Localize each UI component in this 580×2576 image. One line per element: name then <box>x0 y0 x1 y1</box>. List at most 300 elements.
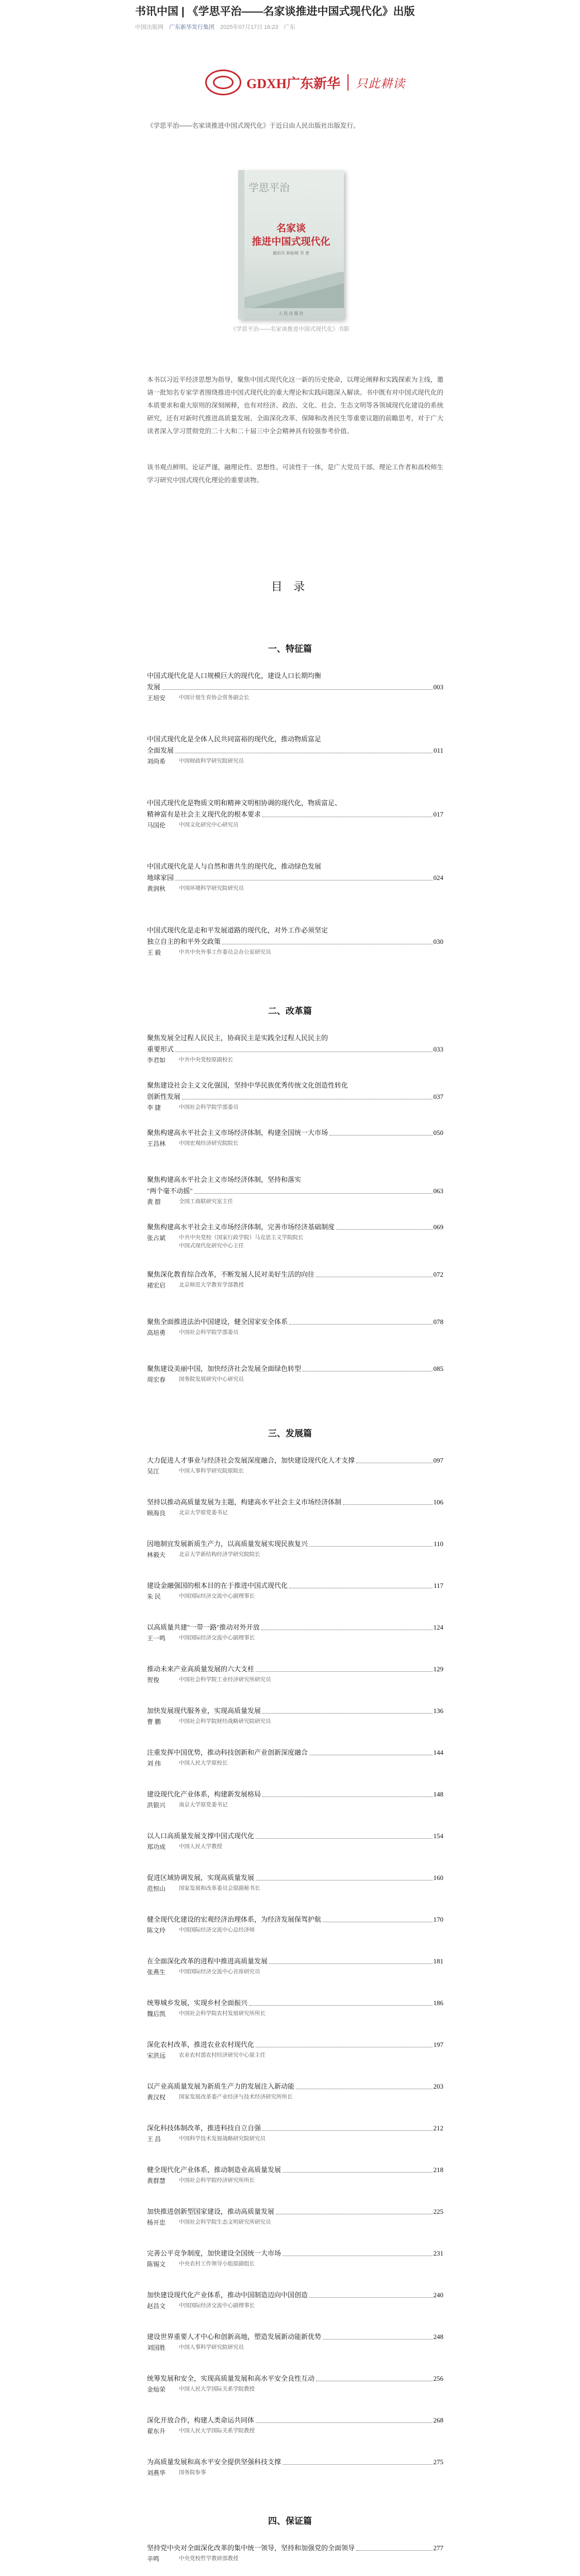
toc-section-title: 一、特征篇 <box>268 644 312 654</box>
toc-author-row <box>147 1234 443 1250</box>
toc-entry-title <box>147 861 443 884</box>
toc-author-name: 张燕生 <box>147 1969 166 1976</box>
toc-author-row <box>147 2177 443 2185</box>
toc-author-row <box>147 1718 443 1726</box>
toc-affiliation-line: 中国科学技术发展战略研究院研究员 <box>179 2136 266 2142</box>
toc-entry[interactable] <box>147 1127 443 1148</box>
toc-entry[interactable] <box>147 2290 443 2310</box>
toc-page-number: 256 <box>433 2375 443 2382</box>
toc-author-row <box>147 2052 443 2060</box>
toc-author-affiliation <box>179 1885 443 1893</box>
toc-author-name: 金灿荣 <box>147 2386 166 2393</box>
toc-leader-dots <box>262 2130 432 2131</box>
toc-page-number: 037 <box>433 1093 443 1100</box>
toc-author-name: 洪银兴 <box>147 1802 166 1809</box>
toc-author-row <box>147 1509 443 1517</box>
meta-source: 中国出版网 <box>135 24 163 30</box>
book-series-title: 学思平治 <box>248 182 290 194</box>
toc-author-row <box>147 1329 443 1337</box>
toc-affiliation-line: 中国社会科学院工业经济研究所研究员 <box>179 1677 271 1683</box>
toc-title-text: 精神富有是社会主义现代化的根本要求 <box>147 810 261 818</box>
toc-page-number: 063 <box>433 1187 443 1195</box>
toc-affiliation-line: 中央农村工作领导小组原副组长 <box>179 2261 255 2267</box>
toc-entry[interactable] <box>147 2248 443 2268</box>
toc-entry-title <box>147 2456 443 2468</box>
toc-page-number: 160 <box>433 1874 443 1882</box>
toc-author-row <box>147 1467 443 1476</box>
toc-author-affiliation <box>179 2135 443 2143</box>
toc-entry[interactable] <box>147 2164 443 2185</box>
toc-entry[interactable] <box>147 1580 443 1601</box>
toc-title-line <box>147 2123 443 2134</box>
toc-entry-title <box>147 1080 443 1103</box>
toc-entry-title <box>147 1316 443 1328</box>
toc-entry[interactable] <box>147 2456 443 2477</box>
toc-author-affiliation <box>179 2469 443 2477</box>
toc-entry[interactable] <box>147 1269 443 1290</box>
toc-entry[interactable] <box>147 798 443 829</box>
toc-entry-title <box>147 1497 443 1508</box>
toc-page-number: 078 <box>433 1318 443 1326</box>
toc-author-row <box>147 757 443 766</box>
toc-title-text: 中国式现代化是全体人民共同富裕的现代化，推动物质富足 <box>147 735 322 743</box>
toc-author-row <box>147 1592 443 1601</box>
toc-affiliation-line: 中国式现代化研究中心主任 <box>179 1243 244 1249</box>
toc-entry-title <box>147 1831 443 1842</box>
toc-entry[interactable] <box>147 2331 443 2352</box>
toc-entry[interactable] <box>147 1872 443 1893</box>
toc-title-line <box>147 1044 443 1055</box>
toc-page-number: 097 <box>433 1456 443 1464</box>
toc-author-affiliation <box>179 1376 443 1384</box>
toc-author-name: 王昌林 <box>147 1140 166 1147</box>
toc-title-text: 聚焦全面推进法治中国建设，健全国家安全体系 <box>147 1318 288 1326</box>
toc-title-line <box>147 2415 443 2426</box>
toc-author-affiliation <box>179 1759 443 1768</box>
toc-title-text: 中国式现代化是人与自然和谐共生的现代化，推动绿色发展 <box>147 862 322 870</box>
toc-affiliation-line: 中国社会科学院财经战略研究院研究员 <box>179 1719 271 1724</box>
toc-affiliation-line: 国务院参事 <box>179 2470 206 2476</box>
toc-entry[interactable] <box>147 1316 443 1337</box>
toc-author-name: 贺俊 <box>147 1676 160 1684</box>
book-mountain-art <box>244 272 344 308</box>
toc-title-text: 独立自主的和平外交政策 <box>147 938 221 945</box>
toc-entry[interactable] <box>147 1997 443 2018</box>
toc-entry[interactable] <box>147 2081 443 2102</box>
toc-title-text: 深化科技体制改革，推进科技自立自强 <box>147 2124 261 2132</box>
toc-entry-title <box>147 1872 443 1884</box>
toc-page-number: 148 <box>433 1790 443 1798</box>
toc-entry-title <box>147 1538 443 1550</box>
toc-affiliation-line: 中国环境科学研究院研究员 <box>179 886 244 891</box>
toc-title-line <box>147 1363 443 1375</box>
toc-author-name: 刘 伟 <box>147 1760 161 1767</box>
body-paragraph-1: 本书以习近平经济思想为指导，聚焦中国式现代化这一新的历史使命，以理论阐释和实践探索为主线，邀请一批知名专家学者围绕推进中国式现代化的重大理论和实践问题深入解读。书中既有对中国式现代化的本质要求和重大原则的深刻阐释，也有对经济、政治、文化、社会、生态文明等各领域现代化建设的系统研究，还有对新时代推进高质量发展、全面深化改革、保障和改善民生等重要议题的前瞻思考，对于广大读者深入学习贯彻党的二十大和二十届三中全会精神具有较强参考价值。 <box>147 376 444 435</box>
toc-author-row <box>147 2555 443 2563</box>
toc-author-affiliation <box>179 1467 443 1476</box>
toc-author-row <box>147 1968 443 1976</box>
toc-page-number: 231 <box>433 2249 443 2257</box>
toc-author-affiliation <box>179 1281 443 1290</box>
toc-author-name: 杨开忠 <box>147 2219 166 2226</box>
toc-entry-title <box>147 2123 443 2134</box>
toc-author-name: 李 捷 <box>147 1104 161 1111</box>
toc-title-line <box>147 1622 443 1633</box>
toc-author-name: 辛鸣 <box>147 2555 160 2563</box>
toc-title-line <box>147 682 443 693</box>
toc-entry[interactable] <box>147 1747 443 1768</box>
toc-page-number: 072 <box>433 1270 443 1278</box>
toc-author-affiliation <box>179 2052 443 2060</box>
toc-entry[interactable] <box>147 1032 443 1064</box>
toc-leader-dots <box>343 1504 432 1505</box>
toc-page-number: 268 <box>433 2416 443 2424</box>
toc-author-affiliation <box>179 1968 443 1976</box>
toc-author-affiliation <box>179 2427 443 2435</box>
toc-title-line <box>147 1956 443 1967</box>
toc-affiliation-line: 北京师范大学教育学部教授 <box>179 1282 244 1288</box>
toc-title-line <box>147 1705 443 1717</box>
toc-entry-title <box>147 2081 443 2092</box>
toc-title-line <box>147 1789 443 1800</box>
meta-datetime: 2025年07月17日 16:23 <box>220 24 278 30</box>
toc-entry-title <box>147 1664 443 1675</box>
toc-title-text: 发展 <box>147 683 161 691</box>
toc-author-affiliation <box>179 1329 443 1337</box>
toc-title-line <box>147 1222 443 1233</box>
toc-entry[interactable] <box>147 1664 443 1684</box>
toc-affiliation-line: 中央党校哲学教研部教授 <box>179 2556 239 2562</box>
toc-author-affiliation <box>179 1926 443 1935</box>
toc-entry[interactable] <box>147 2543 443 2563</box>
toc-author-affiliation <box>179 1592 443 1601</box>
toc-entry[interactable] <box>147 2123 443 2143</box>
toc-entry-title <box>147 1455 443 1466</box>
toc-title-line <box>147 2373 443 2384</box>
toc-leader-dots <box>194 1193 433 1194</box>
toc-entry[interactable] <box>147 1914 443 1935</box>
toc-title-text: 全面发展 <box>147 747 174 754</box>
toc-author-name: 朱 民 <box>147 1593 161 1600</box>
toc-title-line <box>147 1580 443 1591</box>
toc-author-affiliation <box>179 1843 443 1851</box>
toc-title-line <box>147 1872 443 1884</box>
toc-entry-title <box>147 1997 443 2009</box>
toc-entry-title <box>147 1580 443 1591</box>
toc-page-number: 110 <box>433 1540 443 1548</box>
toc-title-text: 深化开放合作，构建人类命运共同体 <box>147 2416 255 2424</box>
toc-entry[interactable] <box>147 2415 443 2435</box>
book-cover-image <box>238 170 344 319</box>
toc-title-line <box>147 861 443 872</box>
book-title-line-1: 名家谈 <box>276 223 306 234</box>
toc-page-number: 050 <box>433 1129 443 1137</box>
toc-affiliation-line: 全国工商联研究室主任 <box>179 1199 233 1205</box>
toc-author-name: 高培勇 <box>147 1329 166 1336</box>
toc-page-number: 030 <box>433 938 443 945</box>
toc-affiliation-line: 中国宏观经济研究院院长 <box>179 1141 239 1146</box>
toc-affiliation-line: 国务院发展研究中心研究员 <box>179 1377 244 1382</box>
toc-page-number: 017 <box>433 810 443 818</box>
toc-title-text: 以人口高质量发展支撑中国式现代化 <box>147 1832 255 1840</box>
toc-author-name: 郑功成 <box>147 1843 166 1851</box>
toc-title-text: 注重发挥中国优势，推动科技创新和产业创新深度融合 <box>147 1749 308 1756</box>
toc-author-name: 周宏春 <box>147 1376 166 1383</box>
toc-title-line <box>147 1497 443 1508</box>
toc-page-number: 069 <box>433 1223 443 1231</box>
toc-author-row <box>147 1759 443 1768</box>
toc-title-text: 健全现代化产业体系，推动制造业高质量发展 <box>147 2166 281 2174</box>
toc-title-text: 因地制宜发展新质生产力，以高质量发展实现民族复兴 <box>147 1540 308 1548</box>
toc-title-line <box>147 925 443 936</box>
toc-entry[interactable] <box>147 1789 443 1809</box>
toc-section-title: 三、发展篇 <box>268 1429 312 1438</box>
toc-entry[interactable] <box>147 1497 443 1517</box>
toc-page-number: 085 <box>433 1365 443 1372</box>
toc-entry-title <box>147 1956 443 1967</box>
toc-page-number: 240 <box>433 2291 443 2299</box>
toc-entry[interactable] <box>147 670 443 702</box>
toc-author-affiliation <box>179 885 443 893</box>
toc-author-row <box>147 1634 443 1642</box>
banner-divider <box>347 74 349 91</box>
toc-title-line <box>147 809 443 820</box>
toc-author-name: 陈文玲 <box>147 1927 166 1934</box>
toc-title-line <box>147 936 443 947</box>
book-caption: 《学思平治——名家谈推进中国式现代化》书影 <box>230 326 350 332</box>
brand-banner <box>135 65 444 100</box>
toc-title-text: 加快发展现代服务业，实现高质量发展 <box>147 1707 261 1715</box>
toc-title-text: 在全面深化改革的进程中推进高质量发展 <box>147 1957 268 1965</box>
toc-leader-dots <box>262 1713 432 1714</box>
toc-title-line <box>147 1538 443 1550</box>
toc-page-number: 144 <box>433 1749 443 1756</box>
toc-entry[interactable] <box>147 2039 443 2060</box>
toc-entry[interactable] <box>147 861 443 893</box>
toc-affiliation-line: 中国国际经济交流中心首席研究员 <box>179 1969 260 1975</box>
toc-entry-title <box>147 734 443 756</box>
toc-author-affiliation <box>179 1198 443 1206</box>
toc-title-line <box>147 1269 443 1280</box>
toc-title-line <box>147 2081 443 2092</box>
toc-entry-title <box>147 2164 443 2176</box>
toc-author-name: 褚宏启 <box>147 1282 166 1289</box>
toc-affiliation-line: 中国社会科学院农村发展研究所所长 <box>179 2011 266 2016</box>
toc-page-number: 136 <box>433 1707 443 1715</box>
toc-author-row <box>147 1926 443 1935</box>
toc-title-line <box>147 745 443 756</box>
toc-entry[interactable] <box>147 1622 443 1642</box>
toc-title-text: 推动未来产业高质量发展的六大支柱 <box>147 1665 255 1673</box>
toc-page-number: 024 <box>433 874 443 882</box>
toc-title-text: 统筹城乡发展，实现乡村全面振兴 <box>147 1999 248 2007</box>
toc-page-number: 203 <box>433 2082 443 2090</box>
toc-entry[interactable] <box>147 1705 443 1726</box>
toc-entry-title <box>147 2290 443 2301</box>
toc-entry[interactable] <box>147 1174 443 1206</box>
toc-title-line <box>147 1032 443 1044</box>
toc-author-affiliation <box>179 1509 443 1517</box>
toc-affiliation-line: 中国社会科学院学部委员 <box>179 1105 239 1110</box>
toc-entry-title <box>147 2206 443 2217</box>
toc-entry-title <box>147 1269 443 1280</box>
toc-author-affiliation <box>179 2010 443 2018</box>
toc-page-number: 170 <box>433 1916 443 1923</box>
toc-entry[interactable] <box>147 1363 443 1384</box>
toc-author-name: 王 昌 <box>147 2136 161 2143</box>
toc-entry[interactable] <box>147 1538 443 1559</box>
toc-author-row <box>147 1376 443 1384</box>
toc-author-name: 林毅夫 <box>147 1551 166 1558</box>
toc-affiliation-line: 中国财政科学研究院研究员 <box>179 758 244 764</box>
toc-leader-dots <box>256 2422 432 2423</box>
toc-leader-dots <box>309 2297 432 2298</box>
toc-page-number: 186 <box>433 1999 443 2007</box>
toc-entry[interactable] <box>147 1080 443 1112</box>
toc-entry-title <box>147 2248 443 2259</box>
toc-leader-dots <box>283 2172 432 2173</box>
toc-author-row <box>147 694 443 702</box>
toc-leader-dots <box>249 2005 432 2006</box>
toc-author-row <box>147 1843 443 1851</box>
toc-page-number: 248 <box>433 2333 443 2341</box>
toc-author-row <box>147 1056 443 1064</box>
toc-author-affiliation <box>179 1056 443 1064</box>
toc-page-number: 218 <box>433 2166 443 2174</box>
toc-author-affiliation <box>179 2260 443 2268</box>
toc-title-line <box>147 872 443 884</box>
toc-author-affiliation <box>179 1551 443 1559</box>
toc-title-line <box>147 2456 443 2468</box>
brand-name: GDXH广东新华 <box>246 76 341 91</box>
toc-author-name: 黄群慧 <box>147 2177 166 2184</box>
toc-author-name: 范恒山 <box>147 1885 166 1892</box>
toc-affiliation-line: 中国社会科学院经济研究所所长 <box>179 2178 255 2183</box>
toc-affiliation-line: 北京大学新结构经济学研究院院长 <box>179 1552 260 1557</box>
toc-author-row <box>147 2093 443 2102</box>
toc-leader-dots <box>329 1135 432 1136</box>
toc-entry[interactable] <box>147 1455 443 1476</box>
toc-page-number: 124 <box>433 1623 443 1631</box>
toc-title-text: 地球家园 <box>147 874 174 882</box>
toc-author-name: 顾海良 <box>147 1510 166 1517</box>
toc-title-line <box>147 1185 443 1197</box>
toc-affiliation-line: 中共中央党校原副校长 <box>179 1057 233 1063</box>
toc-entry-title <box>147 1705 443 1717</box>
toc-title-text: 加快建设现代化产业体系，推动中国制造迈向中国创造 <box>147 2291 308 2299</box>
meta-location: 广东 <box>284 24 295 30</box>
toc-page-number: 181 <box>433 1957 443 1965</box>
toc-entry-title <box>147 1363 443 1375</box>
toc-entry[interactable] <box>147 2373 443 2394</box>
toc-affiliation-line: 中共中央外事工作委员会办公室研究员 <box>179 950 271 955</box>
toc-title-text: 坚持以推动高质量发展为主题，构建高水平社会主义市场经济体制 <box>147 1498 342 1506</box>
toc-title-line <box>147 734 443 745</box>
toc-page-number: 275 <box>433 2458 443 2466</box>
toc-page-number: 197 <box>433 2041 443 2048</box>
toc-affiliation-line: 中国人事科学研究院原院长 <box>179 1468 244 1474</box>
meta-account-link[interactable]: 广东新华发行集团 <box>169 24 215 30</box>
toc-title-text: 中国式现代化是物质文明和精神文明相协调的现代化，物质富足、 <box>147 799 342 807</box>
toc-entry[interactable] <box>147 1831 443 1851</box>
toc-entry-title <box>147 925 443 947</box>
toc-entry[interactable] <box>147 1222 443 1250</box>
toc-title-text: 深化农村改革，推进农业农村现代化 <box>147 2041 255 2048</box>
toc-author-affiliation <box>179 948 443 957</box>
toc-leader-dots <box>336 1229 432 1230</box>
toc-page-number: 154 <box>433 1832 443 1840</box>
toc-title-text: 建设金融强国的根本目的在于推进中国式现代化 <box>147 1582 288 1589</box>
toc-author-row <box>147 1885 443 1893</box>
toc-author-row <box>147 2344 443 2352</box>
toc-entry[interactable] <box>147 2206 443 2227</box>
toc-author-row <box>147 1551 443 1559</box>
toc-title-text: 聚焦发展全过程人民民主，协商民主是实践全过程人民民主的 <box>147 1034 328 1042</box>
intro-paragraph: 《学思平治——名家谈推进中国式现代化》于近日由人民出版社出版发行。 <box>147 122 360 129</box>
toc-entry-title <box>147 1174 443 1197</box>
toc-author-affiliation <box>179 1718 443 1726</box>
toc-author-row <box>147 2260 443 2268</box>
toc-entry[interactable] <box>147 1956 443 1976</box>
toc-author-row <box>147 2218 443 2227</box>
toc-title-text: "两个毫不动摇" <box>147 1187 193 1195</box>
toc-entry-title <box>147 1127 443 1139</box>
toc-author-row <box>147 1104 443 1112</box>
toc-author-row <box>147 948 443 957</box>
toc-author-name: 曹 鹏 <box>147 1718 161 1725</box>
toc-page-number: 129 <box>433 1665 443 1673</box>
toc-affiliation-line: 中国国际经济交流中心副理事长 <box>179 2303 255 2309</box>
toc-title-line <box>147 1316 443 1328</box>
toc-title-text: 以产业高质量发展为新质生产力的发展注入新动能 <box>147 2082 295 2090</box>
toc-title-text: 聚焦构建高水平社会主义市场经济体制，坚持和落实 <box>147 1176 302 1183</box>
toc-author-name: 王 毅 <box>147 949 161 956</box>
toc-author-name: 吴江 <box>147 1468 160 1475</box>
toc-entry[interactable] <box>147 734 443 766</box>
toc-entry[interactable] <box>147 925 443 957</box>
toc-title-text: 加快推进创新型国家建设，推动高质量发展 <box>147 2208 275 2215</box>
toc-author-name: 陈锡文 <box>147 2261 166 2268</box>
toc-title-text: 聚焦构建高水平社会主义市场经济体制，构建全国统一大市场 <box>147 1129 328 1137</box>
toc-author-name: 马国伦 <box>147 822 166 829</box>
toc-author-affiliation <box>179 821 443 829</box>
toc-author-name: 刘尚希 <box>147 758 166 765</box>
toc-author-name: 刘国胜 <box>147 2344 166 2351</box>
toc-title-text: 健全现代化建设的宏观经济治理体系，为经济发展保驾护航 <box>147 1916 322 1923</box>
toc-entry-title <box>147 1914 443 1925</box>
toc-title-line <box>147 2248 443 2259</box>
toc-affiliation-line: 中国计划生育协会常务副会长 <box>179 695 250 701</box>
toc-title-line <box>147 2206 443 2217</box>
toc-author-affiliation <box>179 757 443 766</box>
toc-title-line <box>147 2290 443 2301</box>
toc-entry-title <box>147 1789 443 1800</box>
toc-author-name: 赵昌文 <box>147 2302 166 2310</box>
toc-author-name: 宋洪远 <box>147 2052 166 2059</box>
toc-author-name: 黄汉权 <box>147 2094 166 2101</box>
toc-author-row <box>147 885 443 893</box>
toc-author-name: 翟东升 <box>147 2428 166 2435</box>
toc-affiliation-line: 中国人民大学教授 <box>179 1844 222 1850</box>
toc-title-line <box>147 1174 443 1185</box>
toc-author-affiliation <box>179 1801 443 1809</box>
toc-affiliation-line: 中国社会科学院生态文明研究所研究员 <box>179 2219 271 2225</box>
toc-title-text: 建设现代化产业体系，构建新发展格局 <box>147 1790 261 1798</box>
brand-logo-icon <box>205 70 241 95</box>
toc-title-line <box>147 798 443 809</box>
toc-author-affiliation <box>179 1634 443 1642</box>
toc-author-affiliation <box>179 2385 443 2394</box>
